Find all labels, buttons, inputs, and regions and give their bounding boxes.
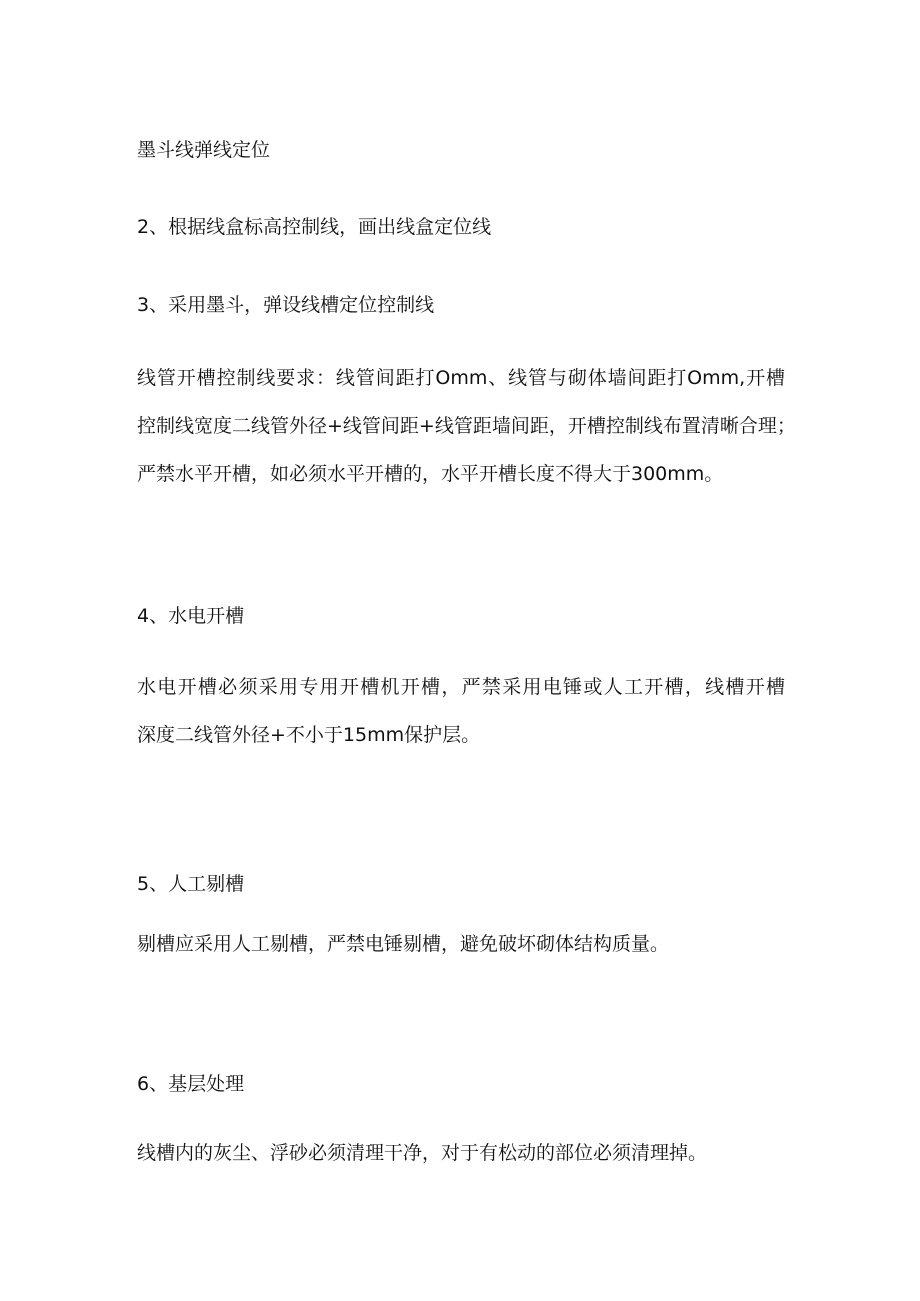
requirement-line-3: 严禁水平开槽，如必须水平开槽的，水平开槽长度不得大于300mm。: [137, 463, 724, 485]
step-6-heading: 6、基层处理: [137, 1073, 245, 1095]
requirement-line-1: 线管开槽控制线要求：线管间距打Omm、线管与砌体墙间距打Omm,开槽: [137, 367, 785, 389]
step-5-heading: 5、人工剔槽: [137, 873, 245, 895]
step-3-heading: 3、采用墨斗，弹设线槽定位控制线: [137, 294, 435, 316]
step-4-text-line-1: 水电开槽必须采用专用开槽机开槽，严禁采用电锤或人工开槽，线槽开槽: [137, 676, 785, 698]
step-2-heading: 2、根据线盒标高控制线，画出线盒定位线: [137, 216, 492, 238]
step-4-text-line-2: 深度二线管外径+不小于15mm保护层。: [137, 724, 481, 746]
intro-heading: 墨斗线弹线定位: [137, 139, 271, 161]
step-6-text: 线槽内的灰尘、浮砂必须清理干净，对于有松动的部位必须清理掉。: [137, 1142, 708, 1164]
step-4-heading: 4、水电开槽: [137, 605, 245, 627]
requirement-line-2: 控制线宽度二线管外径+线管间距+线管距墙间距，开槽控制线布置清晰合理；: [137, 415, 796, 437]
step-5-text: 剔槽应采用人工剔槽，严禁电锤剔槽，避免破坏砌体结构质量。: [137, 933, 670, 955]
